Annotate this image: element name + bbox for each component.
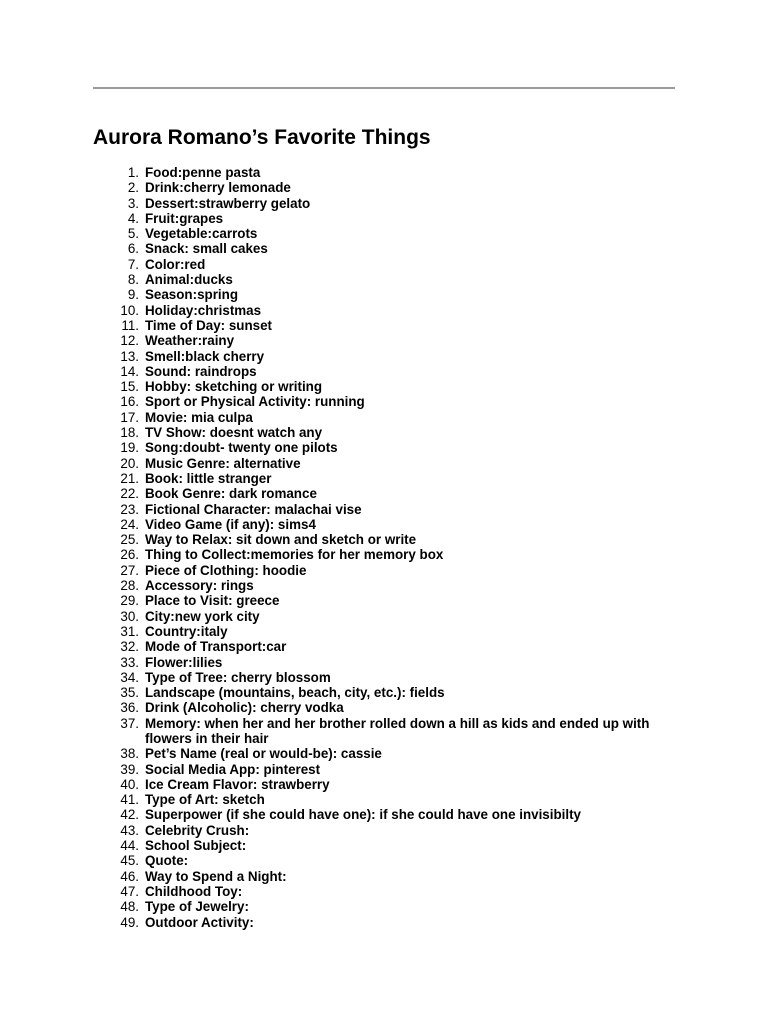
list-item-text: City:new york city <box>144 608 260 624</box>
list-item <box>100 624 680 639</box>
list-item <box>100 165 680 180</box>
list-item-number: 18. <box>120 425 139 441</box>
list-item-number: 44. <box>120 838 139 854</box>
list-item-text: Book Genre: dark romance <box>144 486 317 502</box>
list-item-number: 13. <box>120 348 139 364</box>
list-item-text: Type of Jewelry: <box>144 899 249 915</box>
list-item-number: 42. <box>120 807 139 823</box>
list-item-text: Video Game (if any): sims4 <box>144 516 316 532</box>
list-item-text: Landscape (mountains, beach, city, etc.): fields <box>144 685 445 701</box>
list-item <box>100 609 680 624</box>
list-item <box>100 440 680 455</box>
list-item <box>100 685 680 700</box>
list-item-text: Pet’s Name (real or would-be): cassie <box>144 746 382 762</box>
list-item <box>100 915 680 930</box>
list-item <box>100 532 680 547</box>
document-title: Aurora Romano’s Favorite Things <box>93 126 431 149</box>
list-item-number: 2. <box>127 180 139 196</box>
list-item-number: 3. <box>127 195 139 211</box>
list-item-number: 22. <box>120 486 139 502</box>
list-item-number: 15. <box>120 379 139 395</box>
list-item-number: 19. <box>120 440 139 456</box>
list-item-number: 35. <box>120 685 139 701</box>
list-item-number: 32. <box>120 639 139 655</box>
list-item <box>100 502 680 517</box>
list-item-number: 33. <box>120 654 139 670</box>
list-item <box>100 456 680 471</box>
list-item-text: Mode of Transport:car <box>144 639 287 655</box>
list-item-number: 46. <box>120 868 139 884</box>
list-item-text: Holiday:christmas <box>144 302 262 318</box>
list-item <box>100 655 680 670</box>
list-item <box>100 823 680 838</box>
list-item-number: 45. <box>120 853 139 869</box>
list-item-text: Place to Visit: greece <box>144 593 280 609</box>
list-item-number: 31. <box>120 623 139 639</box>
list-item-text: Sound: raindrops <box>144 363 257 379</box>
list-item <box>100 869 680 884</box>
list-item-number: 36. <box>120 700 139 716</box>
list-item-number: 30. <box>120 608 139 624</box>
list-item-text: Smell:black cherry <box>144 348 265 364</box>
list-item <box>100 180 680 195</box>
list-item <box>100 349 680 364</box>
list-item-text: Way to Spend a Night: <box>144 868 287 884</box>
list-item <box>100 578 680 593</box>
list-item-text: Season:spring <box>144 287 238 303</box>
list-item-text: Snack: small cakes <box>144 241 268 257</box>
list-item-text: Outdoor Activity: <box>144 914 254 930</box>
list-item-text: Piece of Clothing: hoodie <box>144 562 307 578</box>
list-item-text: Flower:lilies <box>144 654 223 670</box>
list-item-number: 9. <box>127 287 139 303</box>
list-item-number: 28. <box>120 578 139 594</box>
list-item-number: 16. <box>120 394 139 410</box>
list-item-text: Social Media App: pinterest <box>144 761 321 777</box>
list-item <box>100 777 680 792</box>
list-item <box>100 807 680 822</box>
list-item-number: 40. <box>120 776 139 792</box>
list-item-text: Childhood Toy: <box>144 883 243 899</box>
list-item-number: 37. <box>120 715 139 731</box>
list-item <box>100 486 680 501</box>
list-item-number: 26. <box>120 547 139 563</box>
list-item-text: Movie: mia culpa <box>144 409 253 425</box>
list-item-number: 39. <box>120 761 139 777</box>
list-item <box>100 303 680 318</box>
list-item-number: 47. <box>120 883 139 899</box>
list-item <box>100 272 680 287</box>
list-item <box>100 792 680 807</box>
list-item-text: TV Show: doesnt watch any <box>144 425 323 441</box>
list-item-number: 5. <box>127 226 139 242</box>
list-item-text: Color:red <box>144 256 206 272</box>
list-item <box>100 639 680 654</box>
list-item-text: Celebrity Crush: <box>144 822 250 838</box>
list-item <box>100 287 680 302</box>
list-item-text: Hobby: sketching or writing <box>144 379 323 395</box>
list-item-text: Animal:ducks <box>144 272 233 288</box>
list-item-text: Superpower (if she could have one): if she could have one invisibilty <box>144 807 582 823</box>
list-item-text: Drink (Alcoholic): cherry vodka <box>144 700 344 716</box>
list-item <box>100 394 680 409</box>
list-item-number: 12. <box>120 333 139 349</box>
list-item-number: 10. <box>120 302 139 318</box>
list-item <box>100 762 680 777</box>
list-item-number: 41. <box>120 792 139 808</box>
list-item-text: Fruit:grapes <box>144 210 224 226</box>
list-item-number: 14. <box>120 363 139 379</box>
list-item <box>100 241 680 256</box>
list-item-text: Sport or Physical Activity: running <box>144 394 365 410</box>
list-item <box>100 899 680 914</box>
list-item <box>100 471 680 486</box>
list-item <box>100 333 680 348</box>
list-item-text: Country:italy <box>144 623 228 639</box>
list-item <box>100 838 680 853</box>
list-item-text: Way to Relax: sit down and sketch or write <box>144 532 417 548</box>
list-item <box>100 196 680 211</box>
list-item <box>100 379 680 394</box>
list-item-number: 24. <box>120 516 139 532</box>
list-item <box>100 364 680 379</box>
list-item <box>100 226 680 241</box>
list-item-number: 20. <box>120 455 139 471</box>
list-item-number: 11. <box>121 317 139 333</box>
list-item <box>100 547 680 562</box>
list-item-text: Food:penne pasta <box>144 165 261 180</box>
list-item-text: Accessory: rings <box>144 578 254 594</box>
list-item-text: Dessert:strawberry gelato <box>144 195 311 211</box>
list-item-number: 48. <box>120 899 139 915</box>
list-item-number: 8. <box>127 272 139 288</box>
list-item-text: Type of Tree: cherry blossom <box>144 669 331 685</box>
list-item <box>100 425 680 440</box>
list-item-text: Song:doubt- twenty one pilots <box>144 440 338 456</box>
list-item <box>100 517 680 532</box>
list-item-number: 27. <box>120 562 139 578</box>
list-item <box>100 593 680 608</box>
list-item-number: 49. <box>120 914 139 930</box>
list-item-number: 25. <box>120 532 139 548</box>
list-item-number: 7. <box>127 256 139 272</box>
list-item <box>100 318 680 333</box>
list-item <box>100 746 680 761</box>
favorites-list <box>100 165 680 930</box>
list-item-text: Weather:rainy <box>144 333 235 349</box>
list-item-number: 6. <box>127 241 139 257</box>
list-item-text: Time of Day: sunset <box>144 317 272 333</box>
list-item <box>100 211 680 226</box>
list-item <box>100 853 680 868</box>
list-item-number: 23. <box>120 501 139 517</box>
list-item-text: Fictional Character: malachai vise <box>144 501 362 517</box>
list-item <box>100 563 680 578</box>
list-item-number: 34. <box>120 669 139 685</box>
list-item-number: 43. <box>120 822 139 838</box>
list-item-text: Vegetable:carrots <box>144 226 258 242</box>
list-item-text: Book: little stranger <box>144 470 272 486</box>
list-item-text: Thing to Collect:memories for her memory box <box>144 547 444 563</box>
list-item-text: School Subject: <box>144 838 247 854</box>
list-item <box>100 670 680 685</box>
list-item-number: 29. <box>120 593 139 609</box>
list-item <box>100 700 680 715</box>
list-item-number: 21. <box>120 470 139 486</box>
list-item-text: Drink:cherry lemonade <box>144 180 291 196</box>
list-item <box>100 884 680 899</box>
list-item-number: 4. <box>127 210 139 226</box>
list-item <box>100 410 680 425</box>
list-item-text: Ice Cream Flavor: strawberry <box>144 776 330 792</box>
list-item-number: 17. <box>120 409 139 425</box>
list-item-number: 1. <box>127 165 139 180</box>
list-item <box>100 716 680 747</box>
list-item-text: Music Genre: alternative <box>144 455 301 471</box>
list-item-text: Memory: when her and her brother rolled down a hill as kids and ended up with flowers in their hair <box>144 715 650 746</box>
list-item-text: Type of Art: sketch <box>144 792 265 808</box>
list-item <box>100 257 680 272</box>
list-item-number: 38. <box>120 746 139 762</box>
top-horizontal-rule <box>93 87 675 89</box>
list-item-text: Quote: <box>144 853 189 869</box>
